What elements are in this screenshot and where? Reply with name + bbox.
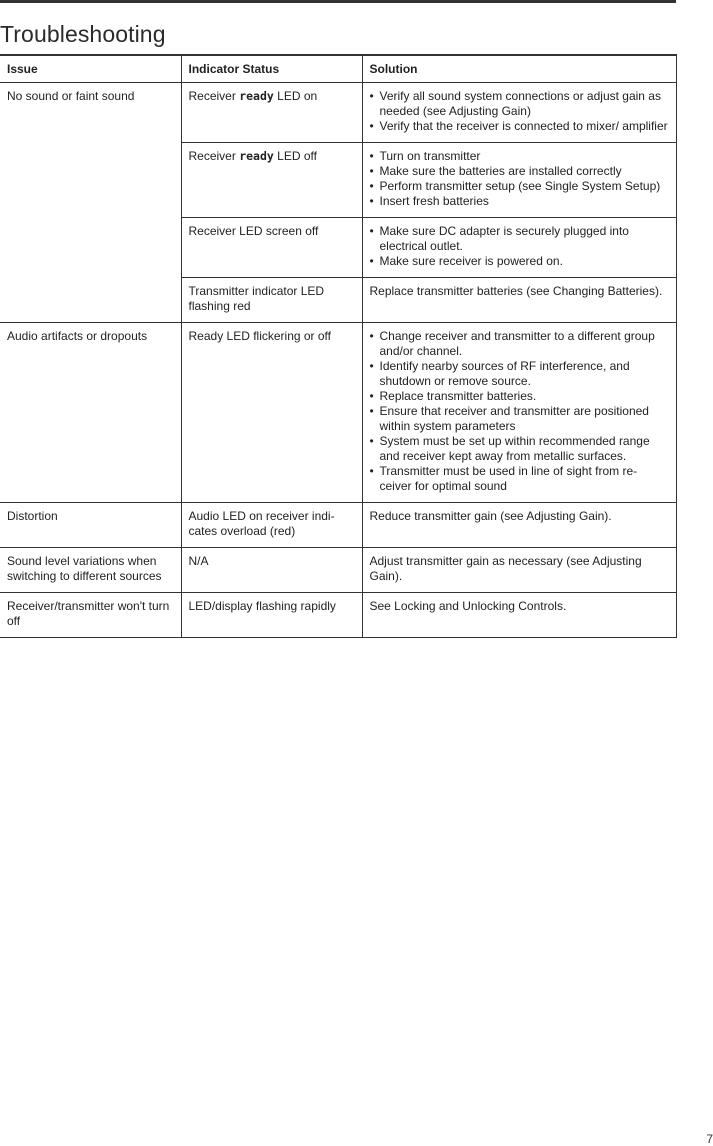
solution-item: • Turn on transmitter [370, 149, 669, 164]
indicator-status-cell: Audio LED on receiver indi-cates overload (red) [181, 503, 362, 548]
status-text: LED off [273, 149, 317, 163]
solution-item: • Identify nearby sources of RF interference, and shutdown or remove source. [370, 359, 669, 389]
top-rule [0, 0, 676, 3]
solution-cell [362, 218, 676, 278]
solution-item: • Verify that the receiver is connected to mixer/ amplifier [370, 119, 669, 134]
solution-list [370, 89, 669, 134]
column-header-issue: Issue [0, 55, 181, 83]
status-text: Receiver [188, 89, 240, 103]
table-header-row [0, 55, 676, 83]
indicator-status-cell [181, 83, 362, 143]
status-text: Receiver [188, 149, 240, 163]
indicator-status-cell [181, 143, 362, 218]
solution-cell: See Locking and Unlocking Controls. [362, 593, 676, 638]
page-number: 7 [706, 1132, 713, 1146]
solution-item: • Make sure receiver is powered on. [370, 254, 669, 269]
solution-cell [362, 83, 676, 143]
indicator-status-cell: N/A [181, 548, 362, 593]
solution-cell: Adjust transmitter gain as necessary (see Adjusting Gain). [362, 548, 676, 593]
solution-item: • System must be set up within recommended range and receiver kept away from metallic surfaces. [370, 434, 669, 464]
table-row [0, 548, 676, 593]
solution-item: • Change receiver and transmitter to a different group and/or channel. [370, 329, 669, 359]
indicator-status-cell: Transmitter indicator LED flashing red [181, 278, 362, 323]
status-text: LED on [273, 89, 318, 103]
solution-cell [362, 143, 676, 218]
page-title: Troubleshooting [0, 21, 166, 48]
issue-cell: Sound level variations when switching to different sources [0, 548, 181, 593]
solution-item: • Perform transmitter setup (see Single System Setup) [370, 179, 669, 194]
solution-item: • Ensure that receiver and transmitter are positioned within system parameters [370, 404, 669, 434]
solution-item: • Transmitter must be used in line of sight from re-ceiver for optimal sound [370, 464, 669, 494]
ready-code: ready [239, 149, 274, 163]
indicator-status-cell: LED/display flashing rapidly [181, 593, 362, 638]
table-row [0, 593, 676, 638]
solution-list [370, 149, 669, 209]
solution-item: • Replace transmitter batteries. [370, 389, 669, 404]
solution-cell [362, 323, 676, 503]
column-header-solution: Solution [362, 55, 676, 83]
issue-cell: Distortion [0, 503, 181, 548]
solution-item: • Insert fresh batteries [370, 194, 669, 209]
indicator-status-cell: Ready LED flickering or off [181, 323, 362, 503]
table-row [0, 83, 676, 143]
solution-item: • Make sure the batteries are installed correctly [370, 164, 669, 179]
solution-list [370, 329, 669, 494]
solution-item: • Verify all sound system connections or adjust gain as needed (see Adjusting Gain) [370, 89, 669, 119]
indicator-status-cell: Receiver LED screen off [181, 218, 362, 278]
solution-cell: Replace transmitter batteries (see Changing Batteries). [362, 278, 676, 323]
solution-cell: Reduce transmitter gain (see Adjusting Gain). [362, 503, 676, 548]
solution-list [370, 224, 669, 269]
column-header-indicator-status: Indicator Status [181, 55, 362, 83]
troubleshooting-table [0, 54, 677, 638]
table-row [0, 503, 676, 548]
table-row [0, 323, 676, 503]
solution-item: • Make sure DC adapter is securely plugged into electrical outlet. [370, 224, 669, 254]
issue-cell: No sound or faint sound [0, 83, 181, 323]
issue-cell: Receiver/transmitter won't turn off [0, 593, 181, 638]
issue-cell: Audio artifacts or dropouts [0, 323, 181, 503]
ready-code: ready [239, 89, 274, 103]
